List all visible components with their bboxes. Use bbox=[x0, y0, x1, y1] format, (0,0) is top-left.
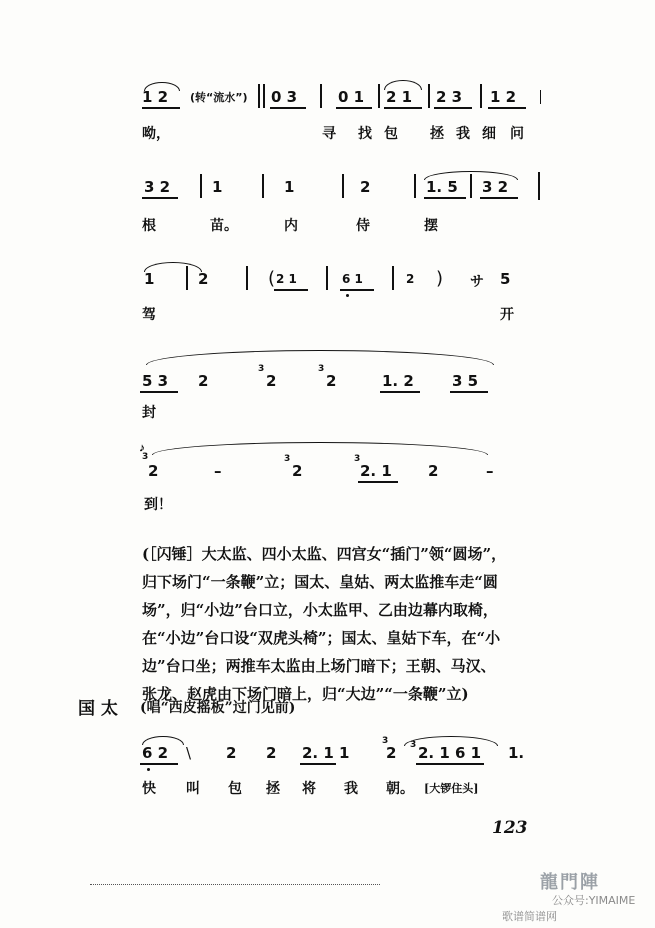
barline bbox=[320, 84, 322, 108]
watermark-brand: 龍門陣 bbox=[540, 872, 600, 893]
note-group: 3 5 bbox=[452, 372, 479, 390]
note-group: 2 bbox=[292, 462, 303, 480]
stage-direction-line: 归下场门“一条鞭”立；国太、皇姑、两太监推车走“圆 bbox=[142, 573, 498, 591]
lyric: 寻 bbox=[322, 126, 336, 142]
lyric: 细 bbox=[482, 126, 496, 142]
paren: ( bbox=[268, 268, 276, 289]
underline bbox=[142, 107, 180, 109]
lyric: 问 bbox=[510, 126, 524, 142]
barline bbox=[246, 266, 248, 290]
grace-note: 3 bbox=[142, 452, 149, 462]
stage-direction bbox=[142, 540, 552, 708]
lyric: 拯 bbox=[430, 126, 444, 142]
stage-direction-line: (［闪锤］大太监、四小太监、四宫女“插门”领“圆场”， bbox=[142, 545, 507, 563]
note-group: 1 bbox=[212, 178, 223, 196]
note-group: 3 2 bbox=[482, 178, 509, 196]
note-group: 2 bbox=[226, 744, 237, 762]
lyric: 到！ bbox=[144, 497, 172, 513]
breath-mark: \ bbox=[186, 744, 192, 762]
lyric: 朝。 bbox=[386, 781, 414, 797]
note-group: 5 3 bbox=[142, 372, 169, 390]
underline bbox=[336, 107, 372, 109]
page-number: 123 bbox=[492, 818, 528, 838]
grace-note: 3 bbox=[382, 736, 389, 746]
note-group: 0 1 bbox=[338, 88, 365, 106]
lyric: 根 bbox=[142, 218, 156, 234]
note-group: 2 bbox=[266, 372, 277, 390]
grace-note: 3 bbox=[318, 364, 325, 374]
underline bbox=[384, 107, 422, 109]
lyric: 包 bbox=[384, 126, 398, 142]
tremolo-mark: 𝆕 bbox=[140, 440, 145, 454]
percussion-cue: [大锣住头] bbox=[424, 782, 479, 795]
lyric: 封 bbox=[142, 405, 156, 421]
note-group: 2 bbox=[148, 462, 159, 480]
grace-note: 3 bbox=[284, 454, 291, 464]
slur bbox=[152, 442, 488, 455]
note-group: 2 bbox=[406, 272, 415, 286]
note-group: 2 3 bbox=[436, 88, 463, 106]
barline bbox=[480, 84, 482, 108]
barline bbox=[414, 174, 416, 198]
lyric: 找 bbox=[358, 126, 372, 142]
lyric: 快 bbox=[142, 781, 156, 797]
note-group: 1 2 bbox=[490, 88, 517, 106]
note-group: 0 3 bbox=[271, 88, 298, 106]
barline bbox=[428, 84, 430, 108]
note-group: 6 1 bbox=[342, 272, 363, 286]
underline bbox=[300, 763, 336, 765]
note-group: 1 bbox=[144, 270, 155, 288]
underline bbox=[142, 197, 178, 199]
watermark-account: 公众号:YIMAIME bbox=[552, 894, 636, 907]
underline bbox=[358, 481, 398, 483]
lyric: 内 bbox=[284, 218, 298, 234]
note-group: 2. 1 bbox=[360, 462, 392, 480]
note-group: 3 2 bbox=[144, 178, 171, 196]
dash: – bbox=[214, 462, 222, 480]
octave-dot bbox=[346, 294, 349, 297]
grace-note: 3 bbox=[354, 454, 361, 464]
note-group: 2 1 bbox=[276, 272, 297, 286]
lyric: 驾 bbox=[142, 307, 156, 323]
note-group: 1 bbox=[284, 178, 295, 196]
lyric: 苗。 bbox=[210, 218, 238, 234]
underline bbox=[488, 107, 526, 109]
underline bbox=[434, 107, 472, 109]
lyric: 包 bbox=[228, 781, 242, 797]
paren: ) bbox=[436, 268, 444, 289]
barline bbox=[538, 172, 540, 200]
note-group: 2 1 bbox=[386, 88, 413, 106]
lyric: 开 bbox=[500, 307, 514, 323]
barline bbox=[378, 84, 380, 108]
note-group: 1. 5 bbox=[426, 178, 458, 196]
underline bbox=[424, 197, 466, 199]
barline bbox=[470, 174, 472, 198]
barline bbox=[540, 90, 541, 104]
footer-rule bbox=[90, 884, 380, 885]
barline bbox=[258, 84, 260, 108]
role-direction: (唱“西皮摇板”过门见前) bbox=[140, 700, 296, 716]
underline bbox=[140, 763, 178, 765]
barline bbox=[200, 174, 202, 198]
underline bbox=[450, 391, 488, 393]
barline bbox=[326, 266, 328, 290]
note-group: 2 bbox=[360, 178, 371, 196]
underline bbox=[380, 391, 420, 393]
lyric: 侍 bbox=[356, 218, 370, 234]
note-group: 2 bbox=[198, 270, 209, 288]
note-group: 5 bbox=[500, 270, 511, 288]
barline bbox=[186, 266, 188, 290]
lyric: 呦， bbox=[142, 126, 170, 142]
barline bbox=[342, 174, 344, 198]
dash: – bbox=[486, 462, 494, 480]
barline bbox=[263, 84, 265, 108]
stage-direction-line: 场”，归“小边”台口立，小太监甲、乙由边幕内取椅， bbox=[142, 601, 498, 619]
stage-direction-line: 张龙、赵虎由下场门暗上，归“大边”“一条鞭”立) bbox=[142, 685, 469, 703]
lyric: 将 bbox=[302, 781, 316, 797]
note-group: 2 bbox=[428, 462, 439, 480]
stage-direction-line: 在“小边”台口设“双虎头椅”；国太、皇姑下车，在“小 bbox=[142, 629, 501, 647]
underline bbox=[416, 763, 484, 765]
note-group: 2. 1 1 bbox=[302, 744, 350, 762]
role-name: 国 太 bbox=[78, 699, 118, 719]
barline bbox=[392, 266, 394, 290]
lyric: 拯 bbox=[266, 781, 280, 797]
lyric: 我 bbox=[456, 126, 470, 142]
free-meter-sign: サ bbox=[470, 274, 484, 290]
tempo-annotation: (转“流水”) bbox=[190, 91, 248, 104]
lyric: 叫 bbox=[186, 781, 200, 797]
slur bbox=[146, 350, 494, 365]
note-group: 2 bbox=[198, 372, 209, 390]
underline bbox=[480, 197, 518, 199]
lyric: 我 bbox=[344, 781, 358, 797]
underline bbox=[270, 107, 306, 109]
underline bbox=[274, 289, 308, 291]
note-group: 1. 2 bbox=[382, 372, 414, 390]
underline bbox=[140, 391, 178, 393]
note-group: 2 bbox=[326, 372, 337, 390]
note-group: 2 bbox=[266, 744, 277, 762]
note-group: 2. 1 6 1 bbox=[418, 744, 482, 762]
watermark-site: 歌谱简谱网 bbox=[502, 910, 557, 923]
note-group: 1. bbox=[508, 744, 525, 762]
note-group: 6 2 bbox=[142, 744, 169, 762]
underline bbox=[340, 289, 374, 291]
barline bbox=[262, 174, 264, 198]
octave-dot bbox=[147, 768, 150, 771]
note-group: 1 2 bbox=[142, 88, 169, 106]
note-group: 2 bbox=[386, 744, 397, 762]
stage-direction-line: 边”台口坐；两推车太监由上场门暗下；王朝、马汉、 bbox=[142, 657, 496, 675]
grace-note: 3 bbox=[410, 740, 417, 750]
lyric: 摆 bbox=[424, 218, 438, 234]
grace-note: 3 bbox=[258, 364, 265, 374]
